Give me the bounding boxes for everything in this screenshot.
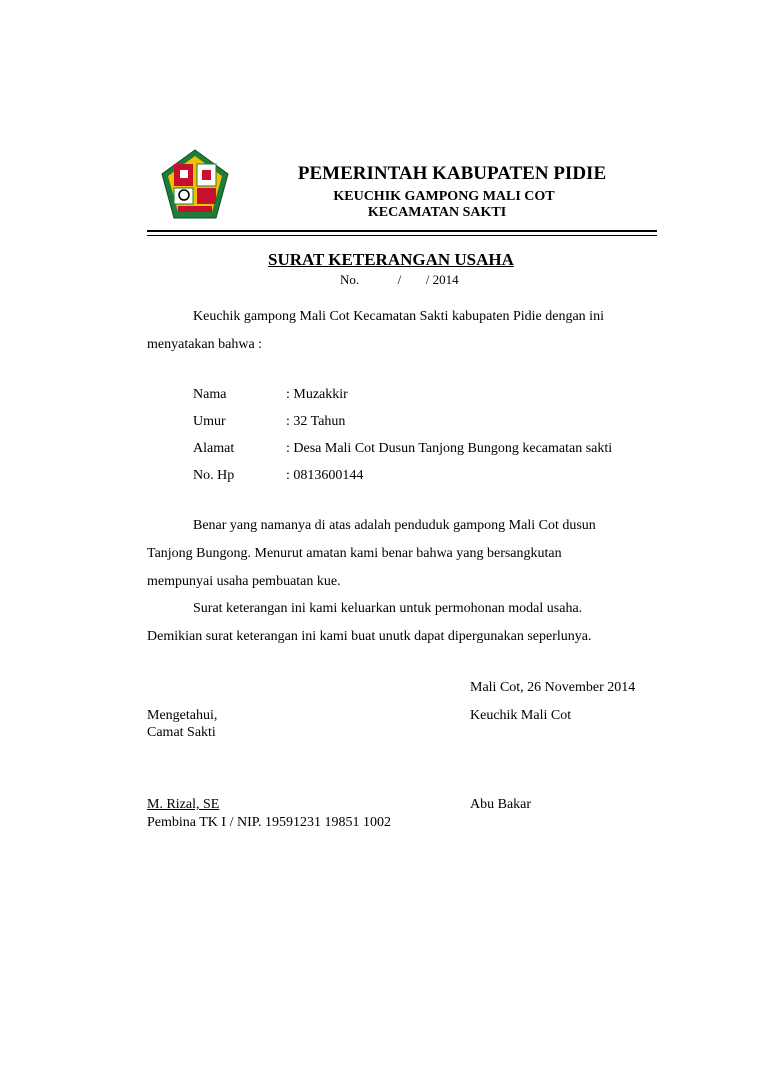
left-signature-title: Camat Sakti (147, 725, 216, 740)
body-line-1: Benar yang namanya di atas adalah penduduk gampong Mali Cot dusun (193, 518, 596, 533)
header-title: PEMERINTAH KABUPATEN PIDIE (297, 163, 607, 184)
body-line-2: Tanjong Bungong. Menurut amatan kami benar bahwa yang bersangkutan (147, 546, 562, 561)
field-label: No. Hp (193, 468, 235, 483)
field-label: Nama (193, 387, 227, 402)
letter-number-year: / 2014 (425, 272, 459, 287)
header-subtitle-village: KEUCHIK GAMPONG MALI COT (333, 189, 555, 204)
left-signature-label: Mengetahui, (147, 708, 218, 723)
field-value: : Desa Mali Cot Dusun Tanjong Bungong kecamatan sakti (286, 441, 613, 456)
field-value: : 0813600144 (286, 468, 364, 483)
field-label: Alamat (193, 441, 235, 456)
place-date: Mali Cot, 26 November 2014 (470, 680, 636, 695)
kabupaten-pidie-emblem-icon (160, 148, 230, 220)
field-value: : Muzakkir (286, 387, 348, 402)
left-signatory-name: M. Rizal, SE (147, 797, 220, 812)
left-signatory-nip: Pembina TK I / NIP. 19591231 19851 1002 (147, 815, 391, 830)
body-line-5: Demikian surat keterangan ini kami buat unutk dapat dipergunakan seperlunya. (147, 629, 592, 644)
header-divider-thin (147, 235, 657, 236)
intro-line-1: Keuchik gampong Mali Cot Kecamatan Sakti kabupaten Pidie dengan ini (193, 309, 604, 324)
right-signature-title: Keuchik Mali Cot (470, 708, 572, 723)
intro-line-2: menyatakan bahwa : (147, 337, 263, 352)
letter-title: SURAT KETERANGAN USAHA (268, 250, 514, 269)
letter-number-label: No. (340, 272, 360, 287)
body-line-3: mempunyai usaha pembuatan kue. (147, 574, 341, 589)
letter-number (340, 272, 459, 288)
header-subtitle-district: KECAMATAN SAKTI (367, 205, 507, 220)
body-line-4: Surat keterangan ini kami keluarkan untuk permohonan modal usaha. (193, 601, 583, 616)
field-label: Umur (193, 414, 226, 429)
letter-number-sep1: / (397, 272, 402, 287)
header-divider-thick (147, 230, 657, 232)
field-value: : 32 Tahun (286, 414, 346, 429)
right-signatory-name: Abu Bakar (470, 797, 532, 812)
